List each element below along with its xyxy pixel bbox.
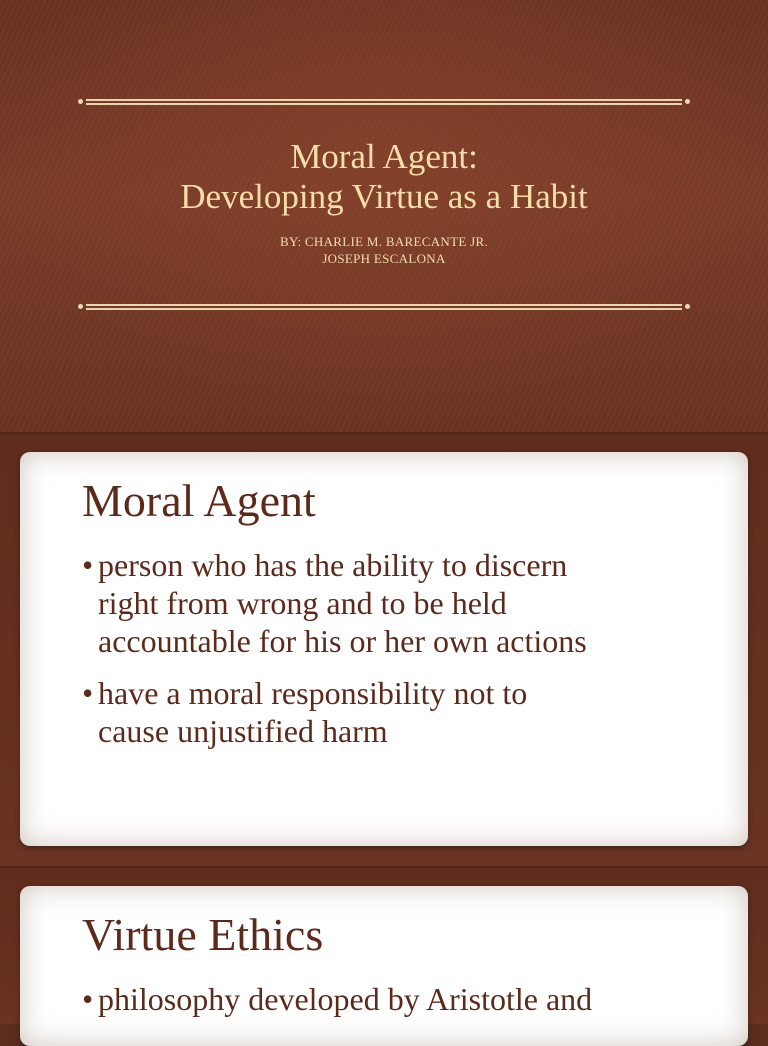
- content-card: [20, 452, 748, 846]
- bullet-icon: •: [82, 547, 94, 583]
- presentation-title-line-1: Moral Agent:: [290, 137, 478, 176]
- bullet-text-line: cause unjustified harm: [98, 713, 388, 749]
- bullet-list: [82, 546, 702, 764]
- presentation-title-line-2: Developing Virtue as a Habit: [180, 177, 588, 216]
- bullet-text-line: right from wrong and to be held: [98, 585, 507, 621]
- bullet-item: [82, 980, 702, 1018]
- bullet-item: [82, 674, 702, 750]
- bullet-text-line: philosophy developed by Aristotle and: [98, 981, 593, 1017]
- slide-virtue-ethics: [0, 868, 768, 1024]
- top-divider: [78, 98, 690, 106]
- bullet-text-line: have a moral responsibility not to: [98, 675, 528, 711]
- bullet-text-line: person who has the ability to discern: [98, 547, 568, 583]
- slide-title: Virtue Ethics: [82, 909, 324, 960]
- bullet-icon: •: [82, 675, 94, 711]
- bullet-text-line: accountable for his or her own actions: [98, 623, 587, 659]
- bullet-item: [82, 546, 702, 660]
- bullet-list: [82, 980, 702, 1032]
- content-card: [20, 886, 748, 1046]
- bullet-icon: •: [82, 981, 94, 1017]
- bottom-divider: [78, 303, 690, 311]
- author-line-2: JOSEPH ESCALONA: [322, 251, 446, 266]
- slide-moral-agent: [0, 434, 768, 866]
- title-slide: [0, 0, 768, 432]
- author-line-1: BY: CHARLIE M. BARECANTE JR.: [280, 234, 488, 249]
- slide-title: Moral Agent: [82, 475, 316, 526]
